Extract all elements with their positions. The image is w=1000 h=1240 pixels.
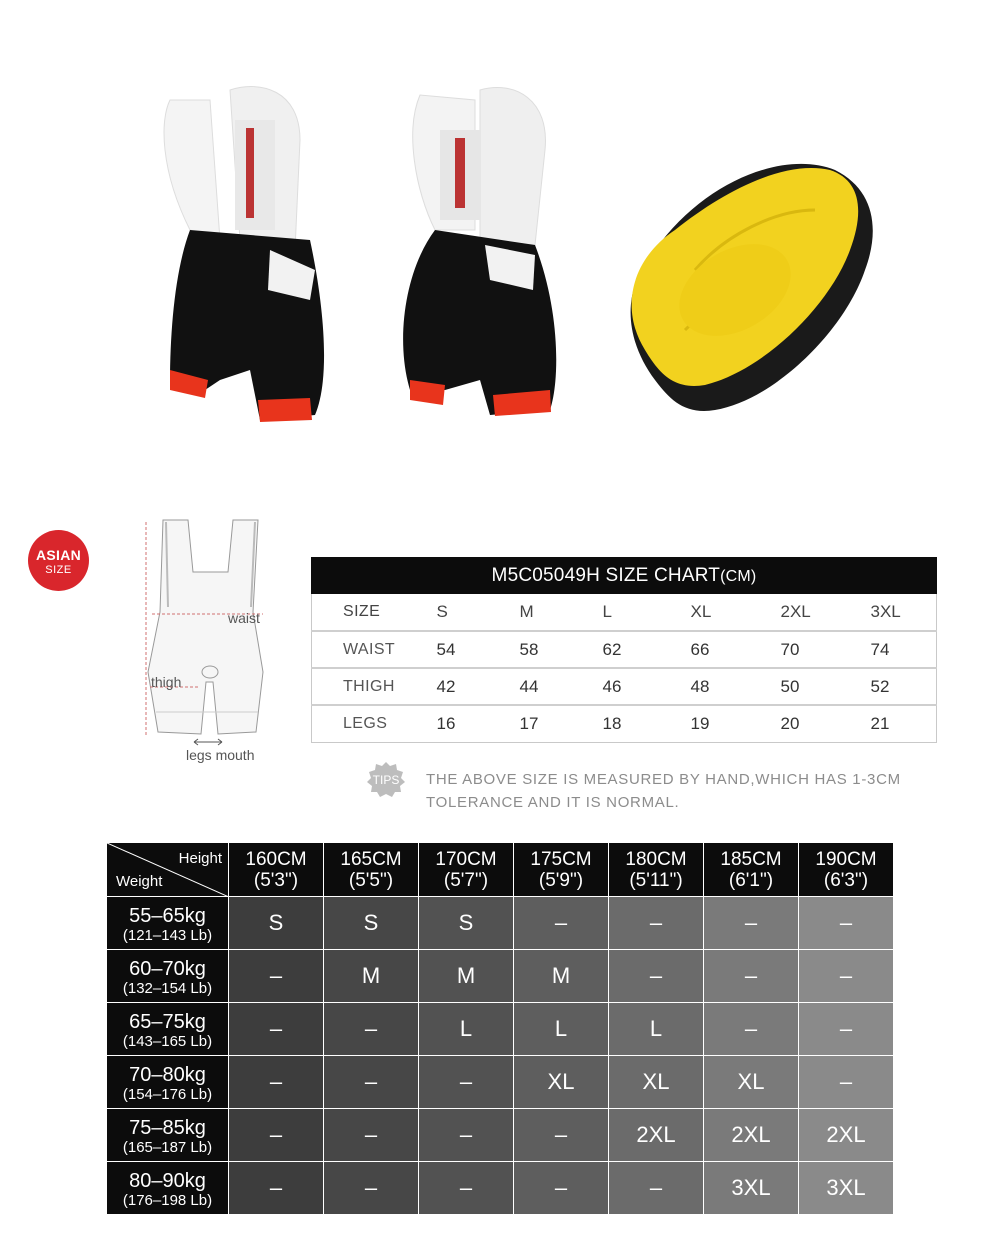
size-recommendation-cell: –	[324, 1109, 419, 1162]
size-recommendation-cell: –	[514, 1109, 609, 1162]
size-chart-cell: 46	[603, 668, 691, 705]
size-chart-cell: 66	[691, 631, 781, 668]
corner-height-label: Height	[178, 850, 222, 867]
size-chart-row	[312, 631, 937, 668]
weight-row-label	[107, 1109, 229, 1162]
height-column-header	[609, 843, 704, 897]
size-chart-cell: 50	[781, 668, 871, 705]
weight-lb: (154–176 Lb)	[122, 1085, 213, 1103]
size-chart-row-label: THIGH	[312, 668, 437, 705]
size-recommendation-cell: –	[229, 1003, 324, 1056]
weight-lb: (121–143 Lb)	[122, 926, 213, 944]
size-recommendation-cell: 3XL	[799, 1162, 894, 1215]
size-chart-cell: 16	[436, 713, 456, 733]
size-recommendation-cell: –	[799, 897, 894, 950]
weight-height-table	[106, 842, 894, 1215]
weight-kg: 70–80kg	[129, 1063, 206, 1086]
size-recommendation-cell: –	[324, 1162, 419, 1215]
size-recommendation-cell: S	[229, 897, 324, 950]
size-chart-title-text: M5C05049H SIZE CHART	[491, 565, 721, 586]
tips-text	[426, 768, 946, 814]
bib-shorts-back-image	[385, 80, 570, 425]
height-cm: 170CM	[435, 848, 497, 870]
size-chart-cell: 48	[691, 668, 781, 705]
size-recommendation-cell: S	[419, 897, 514, 950]
weight-row-label	[107, 1003, 229, 1056]
size-recommendation-cell: –	[799, 950, 894, 1003]
size-recommendation-cell: L	[514, 1003, 609, 1056]
size-chart-unit: (CM)	[720, 568, 757, 585]
height-column-header	[324, 843, 419, 897]
size-chart-cell: 54	[437, 631, 520, 668]
size-recommendation-cell: 2XL	[609, 1109, 704, 1162]
corner-weight-label: Weight	[116, 873, 163, 890]
height-cm: 165CM	[340, 848, 402, 870]
size-chart-cell: 44	[520, 668, 603, 705]
size-chart-cell: 58	[520, 631, 603, 668]
size-recommendation-cell: –	[799, 1056, 894, 1109]
size-recommendation-cell: –	[324, 1056, 419, 1109]
size-chart-cell: XL	[691, 594, 781, 631]
weight-kg: 60–70kg	[129, 957, 206, 980]
tips-line-1: THE ABOVE SIZE IS MEASURED BY HAND,WHICH HAS 1-3CM	[426, 771, 901, 788]
weight-kg: 75–85kg	[129, 1116, 206, 1139]
size-recommendation-cell: –	[514, 897, 609, 950]
size-recommendation-cell: M	[514, 950, 609, 1003]
size-chart-table	[311, 594, 937, 743]
size-recommendation-cell: S	[324, 897, 419, 950]
size-recommendation-cell: 3XL	[704, 1162, 799, 1215]
weight-row-label	[107, 897, 229, 950]
size-recommendation-cell: –	[704, 950, 799, 1003]
size-recommendation-cell: –	[704, 1003, 799, 1056]
thigh-label: thigh	[151, 674, 182, 690]
weight-row	[107, 950, 894, 1003]
legs-mouth-arrow-icon	[192, 738, 224, 746]
size-chart-cell: 74	[871, 631, 937, 668]
legs-mouth-label: legs mouth	[186, 747, 255, 763]
size-recommendation-cell: –	[229, 950, 324, 1003]
height-column-header	[514, 843, 609, 897]
height-ft: (5'5")	[348, 869, 394, 891]
size-chart-cell: 17	[519, 713, 539, 733]
weight-row-label	[107, 1162, 229, 1215]
weight-lb: (176–198 Lb)	[122, 1191, 213, 1209]
height-ft: (5'9")	[538, 869, 584, 891]
height-column-header	[419, 843, 514, 897]
size-recommendation-cell: M	[324, 950, 419, 1003]
size-recommendation-cell: –	[609, 950, 704, 1003]
size-chart-cell: 2XL	[781, 594, 871, 631]
weight-height-corner	[107, 843, 229, 897]
size-recommendation-cell: –	[514, 1162, 609, 1215]
size-chart-row	[312, 668, 937, 705]
weight-row-label	[107, 950, 229, 1003]
size-recommendation-cell: L	[419, 1003, 514, 1056]
size-recommendation-cell: XL	[609, 1056, 704, 1109]
weight-lb: (132–154 Lb)	[122, 979, 213, 997]
height-cm: 175CM	[530, 848, 592, 870]
size-chart-cell: 42	[437, 668, 520, 705]
height-ft: (5'3")	[253, 869, 299, 891]
badge-line-1: ASIAN	[35, 547, 82, 563]
height-cm: 160CM	[245, 848, 307, 870]
chamois-pad-image	[615, 140, 885, 420]
size-chart-cell: 62	[603, 631, 691, 668]
size-chart-cell: 19	[690, 713, 710, 733]
size-chart-cell: 18	[602, 713, 622, 733]
size-chart-row-label: LEGS	[343, 714, 388, 732]
size-recommendation-cell: –	[229, 1056, 324, 1109]
size-recommendation-cell: –	[799, 1003, 894, 1056]
tips-icon	[365, 760, 407, 798]
weight-kg: 55–65kg	[129, 904, 206, 927]
size-chart-row-label: WAIST	[312, 631, 437, 668]
waist-label: waist	[228, 610, 260, 626]
size-recommendation-cell: –	[229, 1109, 324, 1162]
size-recommendation-cell: –	[419, 1056, 514, 1109]
badge-line-2: SIZE	[45, 564, 72, 576]
height-ft: (5'7")	[443, 869, 489, 891]
weight-row	[107, 1056, 894, 1109]
size-chart-row	[312, 594, 937, 631]
height-ft: (5'11")	[629, 869, 683, 891]
height-column-header	[229, 843, 324, 897]
weight-row-label	[107, 1056, 229, 1109]
weight-lb: (165–187 Lb)	[122, 1138, 213, 1156]
size-recommendation-cell: –	[609, 1162, 704, 1215]
size-recommendation-cell: –	[229, 1162, 324, 1215]
weight-row	[107, 1162, 894, 1215]
size-chart-row	[312, 705, 937, 742]
size-chart-cell: 21	[870, 713, 890, 733]
size-chart-cell: M	[520, 594, 603, 631]
size-chart	[311, 557, 937, 743]
size-recommendation-cell: –	[419, 1162, 514, 1215]
size-chart-cell: 3XL	[871, 594, 937, 631]
size-recommendation-cell: –	[609, 897, 704, 950]
weight-lb: (143–165 Lb)	[122, 1032, 213, 1050]
height-column-header	[704, 843, 799, 897]
weight-kg: 80–90kg	[129, 1169, 206, 1192]
size-chart-cell: L	[603, 594, 691, 631]
bib-shorts-front-image	[150, 80, 340, 425]
size-recommendation-cell: M	[419, 950, 514, 1003]
weight-row	[107, 1109, 894, 1162]
height-cm: 180CM	[625, 848, 687, 870]
height-column-header	[799, 843, 894, 897]
size-chart-row-label: SIZE	[312, 594, 437, 631]
weight-kg: 65–75kg	[129, 1010, 206, 1033]
size-recommendation-cell: L	[609, 1003, 704, 1056]
size-recommendation-cell: 2XL	[799, 1109, 894, 1162]
weight-row	[107, 897, 894, 950]
weight-row	[107, 1003, 894, 1056]
height-ft: (6'3")	[823, 869, 869, 891]
size-recommendation-cell: –	[324, 1003, 419, 1056]
height-cm: 185CM	[720, 848, 782, 870]
size-chart-title	[311, 557, 937, 594]
size-recommendation-cell: –	[419, 1109, 514, 1162]
size-recommendation-cell: 2XL	[704, 1109, 799, 1162]
size-chart-cell: 52	[871, 668, 937, 705]
measure-diagram-icon	[138, 512, 278, 742]
asian-size-badge	[28, 530, 89, 591]
size-chart-cell: S	[437, 594, 520, 631]
height-cm: 190CM	[815, 848, 877, 870]
size-chart-cell: 20	[780, 713, 800, 733]
tips-icon-text: TIPS	[372, 773, 400, 787]
size-recommendation-cell: XL	[704, 1056, 799, 1109]
size-chart-cell: 70	[781, 631, 871, 668]
height-ft: (6'1")	[728, 869, 774, 891]
size-recommendation-cell: XL	[514, 1056, 609, 1109]
size-recommendation-cell: –	[704, 897, 799, 950]
tips-line-2: TOLERANCE AND IT IS NORMAL.	[426, 794, 680, 811]
